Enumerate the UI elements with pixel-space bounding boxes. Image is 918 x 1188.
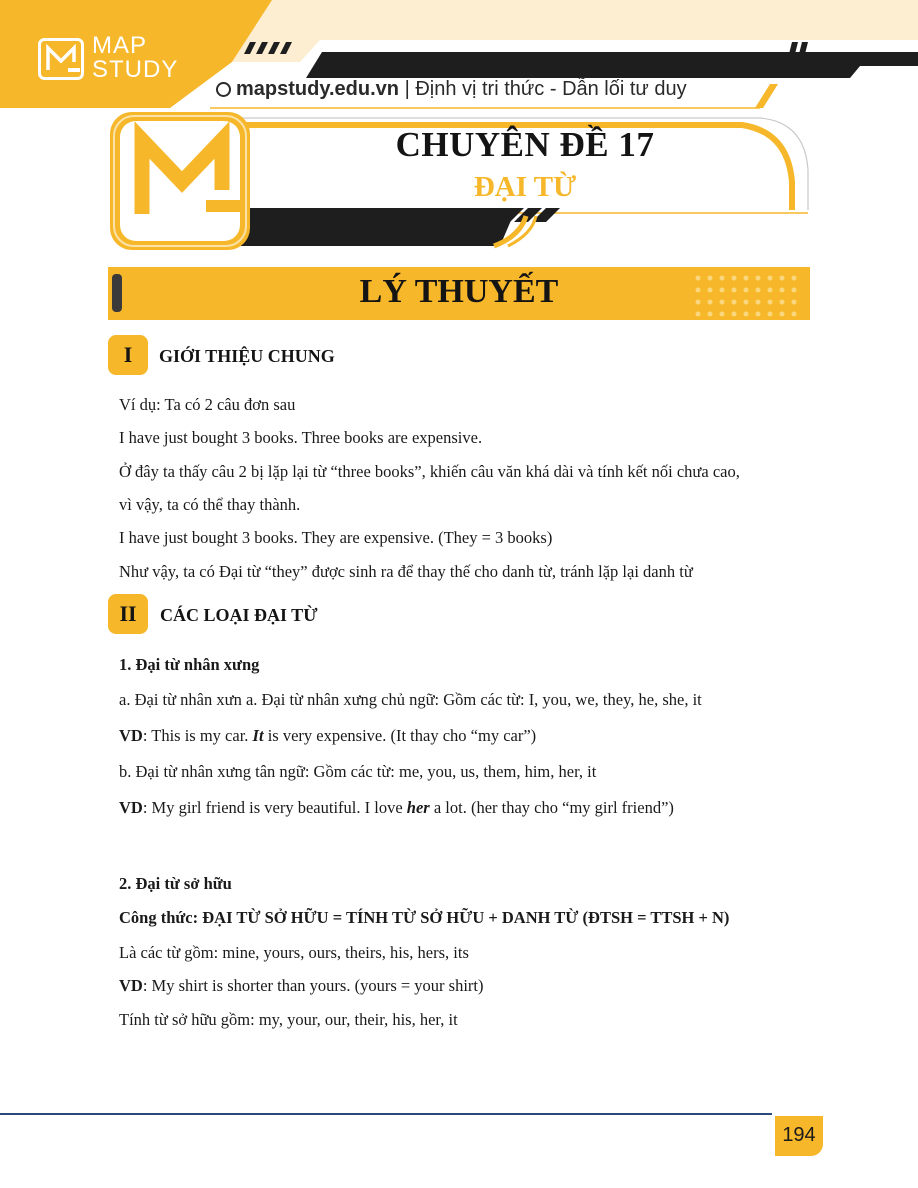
- example-text-pre: : My girl friend is very beautiful. I love: [142, 798, 407, 817]
- example-text-pre: : This is my car.: [142, 726, 253, 745]
- subsection-1-example-1: [119, 726, 536, 746]
- subsection-2-list: Là các từ gồm: mine, yours, ours, theirs, his, hers, its: [119, 943, 469, 962]
- section-1-line-4: vì vậy, ta có thể thay thành.: [119, 495, 301, 514]
- subsection-1-line-a: a. Đại từ nhân xưn a. Đại từ nhân xưng chủ ngữ: Gồm các từ: I, you, we, they, he, she, it: [119, 690, 702, 709]
- example-text-post: a lot. (her thay cho “my girl friend”): [429, 798, 674, 817]
- section-1-title: GIỚI THIỆU CHUNG: [159, 346, 335, 366]
- section-2-title: CÁC LOẠI ĐẠI TỪ: [160, 605, 318, 625]
- brand-name: [92, 34, 178, 82]
- subsection-2-adjectives: Tính từ sở hữu gồm: my, your, our, their, his, her, it: [119, 1010, 458, 1029]
- brand-line-2: STUDY: [92, 56, 179, 83]
- section-1-badge: I: [108, 335, 148, 375]
- subsection-2-formula: Công thức: ĐẠI TỪ SỞ HỮU = TÍNH TỪ SỞ HỮU + DANH TỪ (ĐTSH = TTSH + N): [119, 908, 730, 927]
- section-1-line-6: Như vậy, ta có Đại từ “they” được sinh ra để thay thế cho danh từ, tránh lặp lại danh từ: [119, 562, 693, 581]
- chapter-title: CHUYÊN ĐỀ 17: [395, 125, 655, 164]
- example-emphasis: It: [252, 726, 264, 745]
- banner-title: LÝ THUYẾT: [359, 273, 559, 310]
- example-label: VD: [119, 976, 143, 995]
- site-slogan: | Định vị tri thức - Dẫn lối tư duy: [404, 78, 687, 100]
- example-text: : My shirt is shorter than yours. (yours = your shirt): [142, 976, 484, 995]
- subsection-1-example-2: [119, 798, 674, 818]
- globe-icon: [216, 82, 231, 97]
- subsection-1-heading: 1. Đại từ nhân xưng: [119, 655, 260, 674]
- subsection-2-heading: 2. Đại từ sở hữu: [119, 874, 232, 893]
- subsection-1-line-b: b. Đại từ nhân xưng tân ngữ: Gồm các từ: me, you, us, them, him, her, it: [119, 762, 597, 781]
- site-url[interactable]: mapstudy.edu.vn: [236, 78, 399, 100]
- section-2-badge: II: [108, 594, 148, 634]
- site-tagline: [216, 78, 687, 101]
- chapter-subtitle: ĐẠI TỪ: [473, 171, 577, 203]
- section-1-line-5: I have just bought 3 books. They are expensive. (They = 3 books): [119, 528, 553, 547]
- example-label: VD: [119, 798, 143, 817]
- brand-line-1: MAP: [92, 32, 148, 59]
- subsection-2-example: [119, 976, 484, 996]
- section-1-line-3: Ở đây ta thấy câu 2 bị lặp lại từ “three books”, khiến câu văn khá dài và tính kết nối chưa cao,: [119, 462, 740, 481]
- brand-logo-icon: [38, 38, 84, 80]
- example-text-post: is very expensive. (It thay cho “my car”): [263, 726, 537, 745]
- footer-rule: [0, 1113, 772, 1115]
- example-label: VD: [119, 726, 143, 745]
- page-number: 194: [775, 1116, 823, 1156]
- section-1-line-2: I have just bought 3 books. Three books are expensive.: [119, 428, 483, 447]
- example-emphasis: her: [406, 798, 430, 817]
- section-1-line-1: Ví dụ: Ta có 2 câu đơn sau: [119, 395, 296, 414]
